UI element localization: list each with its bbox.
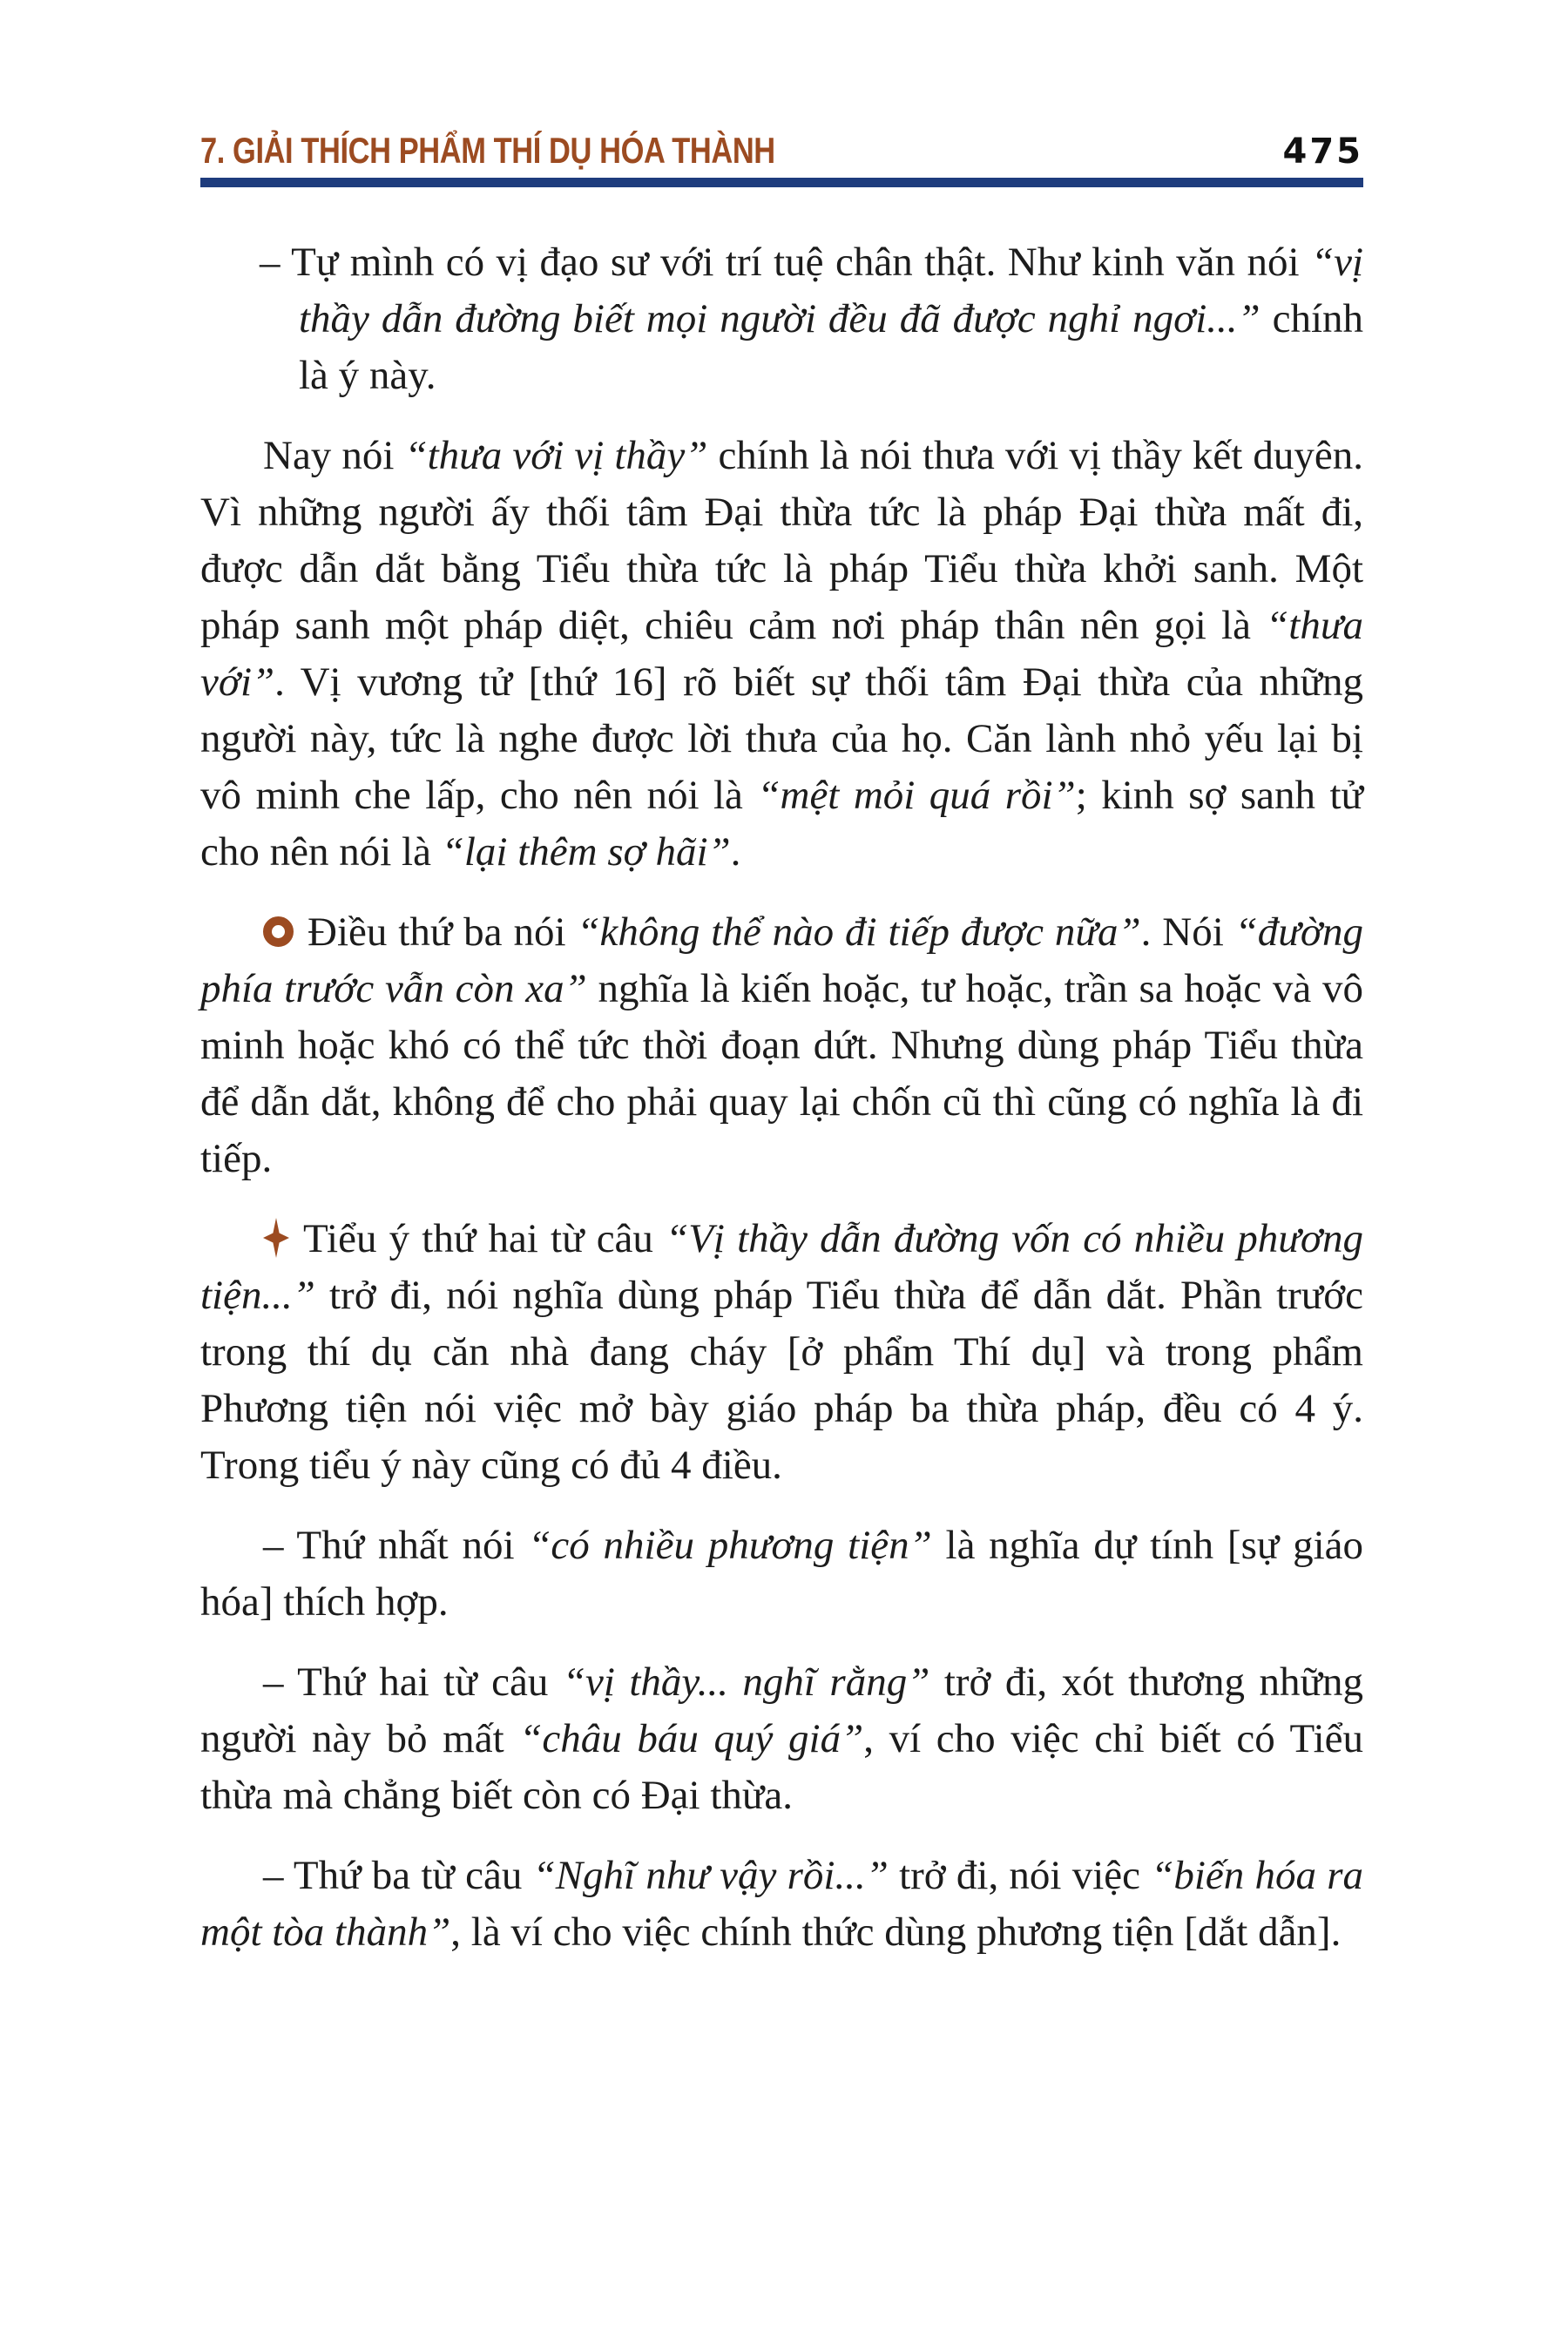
quote-run: “châu báu quý giá” [519, 1716, 864, 1761]
text-run: Điều thứ ba nói [308, 909, 578, 955]
text-run: chính là ý này. [299, 296, 1363, 398]
text-run: – Tự mình có vị đạo sư với trí tuệ chân thật. Như kinh văn nói [260, 240, 1311, 285]
text-run: trở đi, nói nghĩa dùng pháp Tiểu thừa để dẫn dắt. Phần trước trong thí dụ căn nhà đang cháy [ở phẩm Thí dụ] và trong phẩm Phương tiện nói việc mở bày giáo pháp ba thừa pháp, đều có 4 ý. Trong tiểu ý này cũng có đủ 4 điều. [200, 1273, 1363, 1488]
text-run: chính là nói thưa với vị thầy kết duyên. Vì những người ấy thối tâm Đại thừa tức là pháp Đại thừa mất đi, được dẫn dắt bằng Tiểu thừa tức là pháp Tiểu thừa khởi sanh. Một pháp sanh một pháp diệt, chiêu cảm nơi pháp thân nên gọi là [200, 433, 1363, 648]
text-run: Nay nói [263, 433, 405, 478]
quote-run: “đường phía trước vẫn còn xa” [200, 909, 1364, 1011]
text-run: – Thứ hai từ câu [263, 1659, 563, 1705]
ring-bullet-icon [263, 916, 294, 947]
header-rule [200, 178, 1363, 187]
text-run: trở đi, xót thương những người này bỏ mất [200, 1659, 1363, 1761]
text-run: . [730, 829, 741, 875]
quote-run: “mệt mỏi quá rồi” [757, 773, 1076, 818]
paragraph-ring-bullet [200, 904, 1363, 1187]
quote-run: “vị thầy... nghĩ rằng” [562, 1659, 930, 1705]
text-run: – Thứ nhất nói [263, 1523, 529, 1568]
text-run: – Thứ ba từ câu [263, 1853, 533, 1898]
quote-run: “thưa với” [200, 603, 1363, 705]
quote-run: “Nghĩ như vậy rồi...” [532, 1853, 889, 1898]
page-content [200, 129, 1363, 1984]
paragraph-dash-4 [200, 1848, 1363, 1961]
paragraph-dash-3 [200, 1654, 1363, 1824]
star-bullet-icon [263, 1218, 289, 1258]
quote-run: “thưa với vị thầy” [404, 433, 708, 478]
page-header [200, 129, 1363, 172]
quote-run: “lại thêm sợ hãi” [441, 829, 731, 875]
text-run: ; kinh sợ sanh tử cho nên nói là [200, 773, 1363, 875]
page-number: 475 [1282, 132, 1363, 172]
paragraph-star-bullet [200, 1211, 1363, 1494]
text-run: . Vị vương tử [thứ 16] rõ biết sự thối tâm Đại thừa của những người này, tức là nghe được lời thưa của họ. Căn lành nhỏ yếu lại bị vô minh che lấp, cho nên nói là [200, 659, 1363, 818]
quote-run: “có nhiều phương tiện” [528, 1523, 932, 1568]
quote-run: “không thể nào đi tiếp được nữa” [577, 909, 1141, 955]
text-run: nghĩa là kiến hoặc, tư hoặc, trần sa hoặc và vô minh hoặc khó có thể tức thời đoạn dứt. Nhưng dùng pháp Tiểu thừa để dẫn dắt, không để cho phải quay lại chốn cũ thì cũng có nghĩa là đi tiếp. [200, 966, 1363, 1181]
paragraph-2 [200, 428, 1363, 881]
text-run: , ví cho việc chỉ biết có Tiểu thừa mà chẳng biết còn có Đại thừa. [200, 1716, 1363, 1818]
text-run: là nghĩa dự tính [sự giáo hóa] thích hợp. [200, 1523, 1364, 1625]
quote-run: “vị thầy dẫn đường biết mọi người đều đã được nghỉ ngơi...” [299, 240, 1363, 341]
quote-run: “Vị thầy dẫn đường vốn có nhiều phương tiện...” [200, 1216, 1363, 1318]
paragraph-dash-2 [200, 1517, 1363, 1631]
text-run: trở đi, nói việc [888, 1853, 1152, 1898]
text-run: . Nói [1140, 909, 1235, 955]
quote-run: “biến hóa ra một tòa thành” [200, 1853, 1363, 1955]
text-run: Tiểu ý thứ hai từ câu [303, 1216, 666, 1261]
paragraph-dash-1 [260, 234, 1363, 404]
body-text [200, 234, 1363, 1961]
text-run: , là ví cho việc chính thức dùng phương tiện [dắt dẫn]. [450, 1909, 1342, 1955]
chapter-title: 7. GIẢI THÍCH PHẨM THÍ DỤ HÓA THÀNH [200, 130, 775, 171]
